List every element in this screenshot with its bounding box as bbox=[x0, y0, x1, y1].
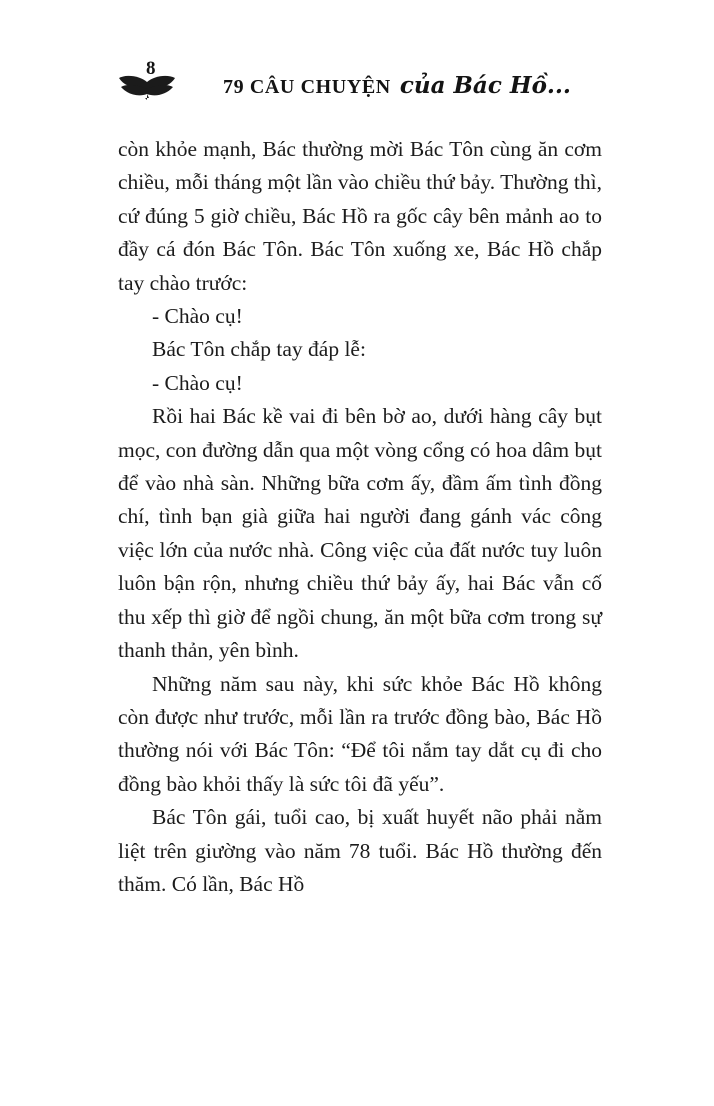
page-header bbox=[118, 58, 602, 104]
page-number: 8 bbox=[146, 58, 156, 79]
book-title-main: 79 CÂU CHUYỆN bbox=[223, 76, 391, 98]
paragraph-1: còn khỏe mạnh, Bác thường mời Bác Tôn cùng ăn cơm chiều, mỗi tháng một lần vào chiều thứ bảy. Thường thì, cứ đúng 5 giờ chiều, Bác Hồ ra gốc cây bên mảnh ao to đầy cá đón Bác Tôn. Bác Tôn xuống xe, Bác Hồ chắp tay chào trước: bbox=[118, 137, 602, 295]
paragraph-6: Những năm sau này, khi sức khỏe Bác Hồ không còn được như trước, mỗi lần ra trước đồng bào, Bác Hồ thường nói với Bác Tôn: “Để tôi nắm tay dắt cụ đi cho đồng bào khỏi thấy là sức tôi đã yếu”. bbox=[118, 671, 602, 796]
paragraph-5: Rồi hai Bác kề vai đi bên bờ ao, dưới hàng cây bụt mọc, con đường dẫn qua một vòng cổng có hoa dâm bụt để vào nhà sàn. Những bữa cơm ấy, đầm ấm tình đồng chí, tình bạn già giữa hai người đang gánh vác công việc lớn của nước nhà. Công việc của đất nước tuy luôn luôn bận rộn, nhưng chiều thứ bảy ấy, hai Bác vẫn cố thu xếp thì giờ để ngồi chung, ăn một bữa cơm trong sự thanh thản, yên bình. bbox=[118, 404, 602, 663]
paragraph-2-dialogue: - Chào cụ! bbox=[152, 304, 243, 329]
book-title-script: của Bác Hồ... bbox=[399, 72, 571, 99]
page-body bbox=[118, 133, 602, 901]
paragraph-4-dialogue: - Chào cụ! bbox=[152, 370, 243, 395]
paragraph-3: Bác Tôn chắp tay đáp lễ: bbox=[152, 337, 366, 362]
running-title bbox=[192, 72, 602, 104]
open-book-icon bbox=[118, 74, 176, 102]
paragraph-7: Bác Tôn gái, tuổi cao, bị xuất huyết não phải nằm liệt trên giường vào năm 78 tuổi. Bác Hồ thường đến thăm. Có lần, Bác Hồ bbox=[118, 805, 602, 896]
header-ornament bbox=[118, 58, 192, 104]
